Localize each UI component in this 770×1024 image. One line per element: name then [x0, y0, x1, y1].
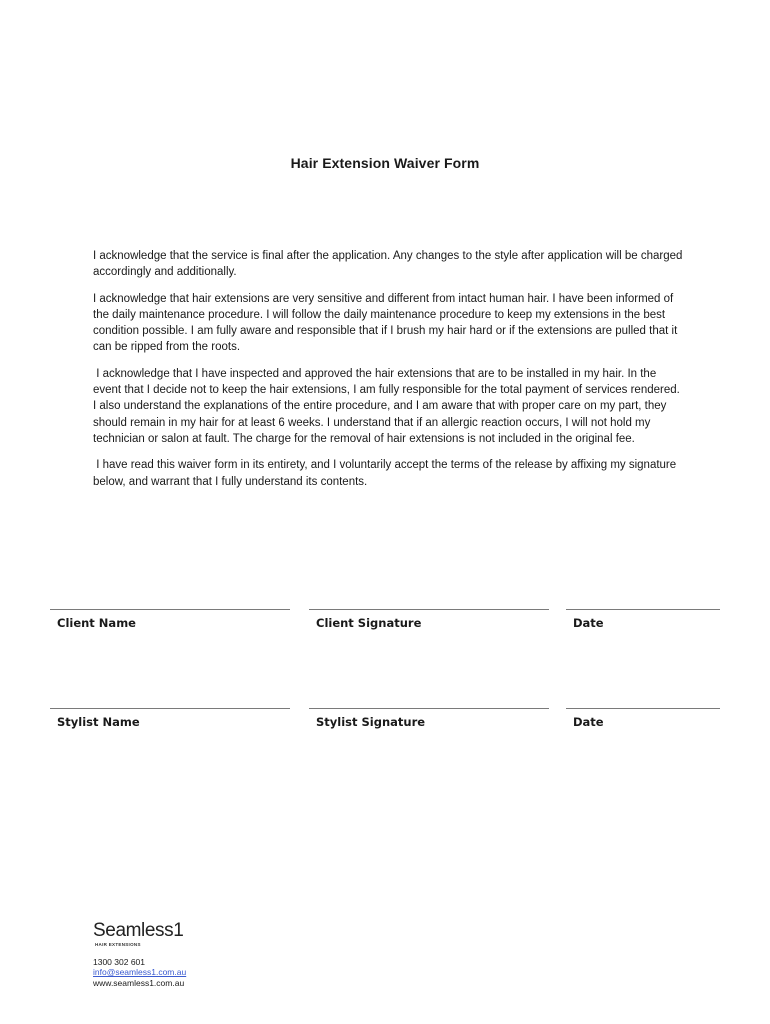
- email-link[interactable]: info@seamless1.com.au: [93, 967, 187, 977]
- waiver-paragraph: I acknowledge that the service is final after the application. Any changes to the style after application will be charged accordingly and additionally.: [93, 250, 686, 279]
- stylist-signature-field[interactable]: [309, 708, 549, 729]
- client-signature-field[interactable]: [309, 609, 549, 630]
- phone-number: 1300 302 601: [93, 956, 145, 967]
- stylist-signature-label: Stylist Signature: [316, 715, 426, 729]
- company-logo: Seamless1: [93, 920, 184, 941]
- stylist-date-label: Date: [573, 715, 604, 729]
- stylist-name-field[interactable]: [50, 708, 290, 729]
- waiver-body: [93, 248, 686, 500]
- client-signature-label: Client Signature: [316, 616, 422, 630]
- website-text: www.seamless1.com.au: [93, 977, 185, 988]
- company-footer: [93, 922, 186, 988]
- client-date-label: Date: [573, 616, 604, 630]
- waiver-paragraph: I acknowledge that I have inspected and approved the hair extensions that are to be installed in my hair. In the event that I decide not to keep the hair extensions, I am fully responsible for the total payment of services rendered. I also understand the explanations of the entire procedure, and I am aware that with proper care on my part, they should remain in my hair for at least 6 weeks. I understand that if an allergic reaction occurs, I will not hold my technician or salon at fault. The charge for the removal of hair extensions is not included in the original fee.: [93, 367, 684, 445]
- client-date-field[interactable]: [566, 609, 720, 630]
- stylist-date-field[interactable]: [566, 708, 720, 729]
- stylist-name-label: Stylist Name: [57, 715, 140, 729]
- waiver-paragraph: I acknowledge that hair extensions are very sensitive and different from intact human hair. I have been informed of the daily maintenance procedure. I will follow the daily maintenance procedure to keep my extensions in the best condition possible. I am fully aware and responsible that if I brush my hair hard or if the extensions are pulled that it can be ripped from the roots.: [93, 292, 681, 354]
- client-name-label: Client Name: [57, 616, 136, 630]
- company-logo-subtext: HAIR EXTENSIONS: [95, 942, 141, 947]
- page-title: Hair Extension Waiver Form: [290, 155, 480, 171]
- waiver-paragraph: I have read this waiver form in its entirety, and I voluntarily accept the terms of the release by affixing my signature below, and warrant that I fully understand its contents.: [93, 459, 680, 488]
- client-name-field[interactable]: [50, 609, 290, 630]
